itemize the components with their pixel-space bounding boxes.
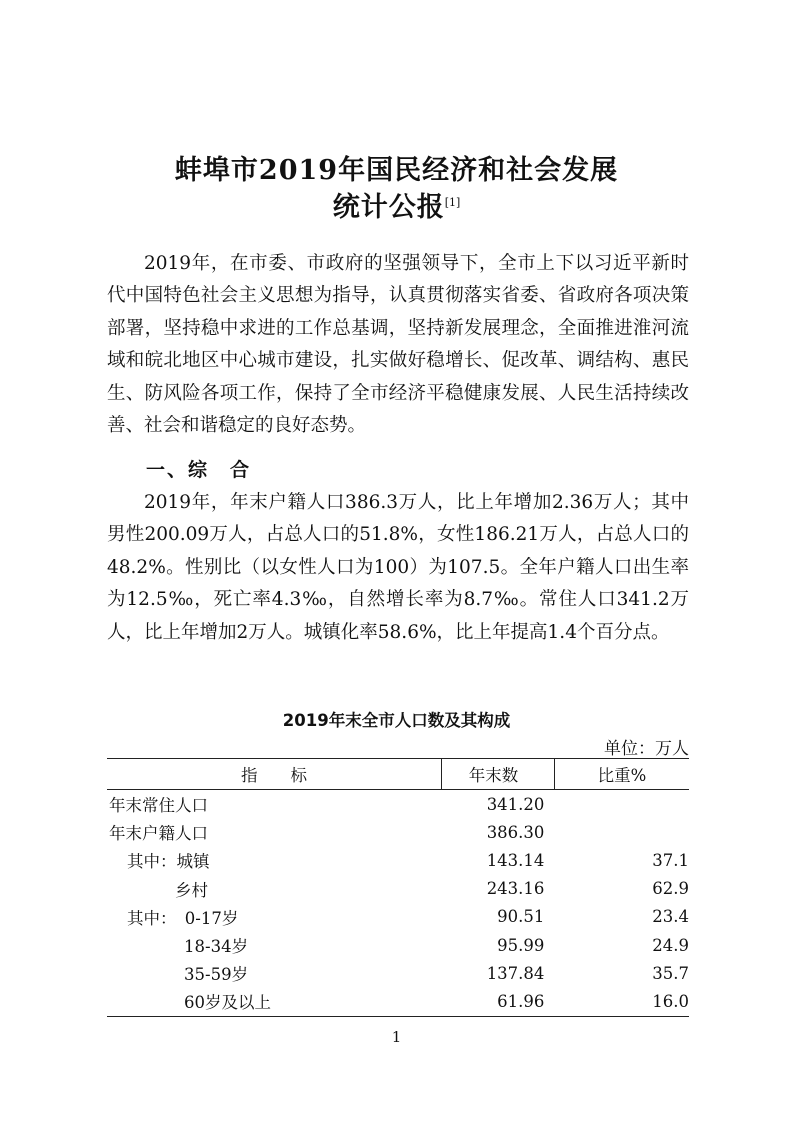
table-row — [107, 818, 689, 846]
row-share: 24.9 — [652, 935, 689, 955]
row-share: 23.4 — [652, 907, 689, 927]
header-indicator: 指 标 — [107, 759, 441, 790]
row-share — [554, 790, 689, 819]
row-value: 386.30 — [486, 822, 545, 842]
table-caption: 2019年末全市人口数及其构成 — [282, 711, 511, 730]
section-heading: 一、综 合 — [146, 459, 252, 481]
table-unit: 单位：万人 — [604, 739, 689, 759]
row-label: 60岁及以上 — [107, 987, 441, 1016]
row-label: 其中：城镇 — [127, 852, 210, 872]
table-row — [107, 875, 689, 903]
header-year-end: 年末数 — [441, 759, 554, 790]
row-share: 37.1 — [652, 850, 689, 870]
row-value: 61.96 — [441, 987, 554, 1016]
row-label: 18-34岁 — [184, 937, 249, 957]
row-label: 年末户籍人口 — [109, 824, 208, 844]
row-value: 341.20 — [486, 794, 545, 814]
table-header-row — [107, 759, 689, 790]
footnote-mark[interactable]: [1] — [444, 196, 461, 209]
header-share: 比重% — [554, 759, 689, 790]
row-value: 137.84 — [486, 963, 545, 983]
row-value: 90.51 — [497, 907, 545, 927]
row-share: 62.9 — [652, 879, 689, 899]
population-table — [107, 758, 689, 1017]
report-title-text: 统计公报 — [332, 192, 445, 223]
population-paragraph: 2019年，年末户籍人口386.3万人，比上年增加2.36万人；其中男性200.09万人，占总人口的51.8%，女性186.21万人，占总人口的48.2%。性别比（以女性人口为100）为107.5。全年户籍人口出生率为12.5‰，死亡率4.3‰，自然增长率为8.7‰。常住人口341.2万人，比上年增加2万人。城镇化率58.6%，比上年提高1.4个百分点。 — [107, 492, 689, 643]
row-value: 143.14 — [486, 850, 545, 870]
intro-paragraph: 2019年，在市委、市政府的坚强领导下，全市上下以习近平新时代中国特色社会主义思想为指导，认真贯彻落实省委、省政府各项决策部署，坚持稳中求进的工作总基调，坚持新发展理念，全面推进淮河流域和皖北地区中心城市建设，扎实做好稳增长、促改革、调结构、惠民生、防风险各项工作，保持了全市经济平稳健康发展、人民生活持续改善、社会和谐稳定的良好态势。 — [107, 253, 689, 437]
row-share — [554, 818, 689, 846]
row-label: 乡村 — [175, 880, 208, 900]
table-row — [107, 931, 689, 959]
row-label: 年末常住人口 — [109, 796, 208, 816]
page-number: 1 — [391, 1028, 402, 1046]
row-label: 其中： 0-17岁 — [127, 908, 239, 928]
row-share: 35.7 — [652, 963, 689, 983]
table-row — [107, 903, 689, 931]
row-label: 35-59岁 — [184, 965, 249, 985]
table-row — [107, 987, 689, 1016]
report-title-line1: 蚌埠市2019年国民经济和社会发展 — [174, 155, 619, 186]
row-share: 16.0 — [554, 987, 689, 1016]
table-row — [107, 959, 689, 987]
row-value: 95.99 — [497, 935, 545, 955]
row-value: 243.16 — [486, 879, 545, 899]
table-row — [107, 790, 689, 819]
table-row — [107, 846, 689, 874]
report-title-line2 — [0, 185, 793, 224]
